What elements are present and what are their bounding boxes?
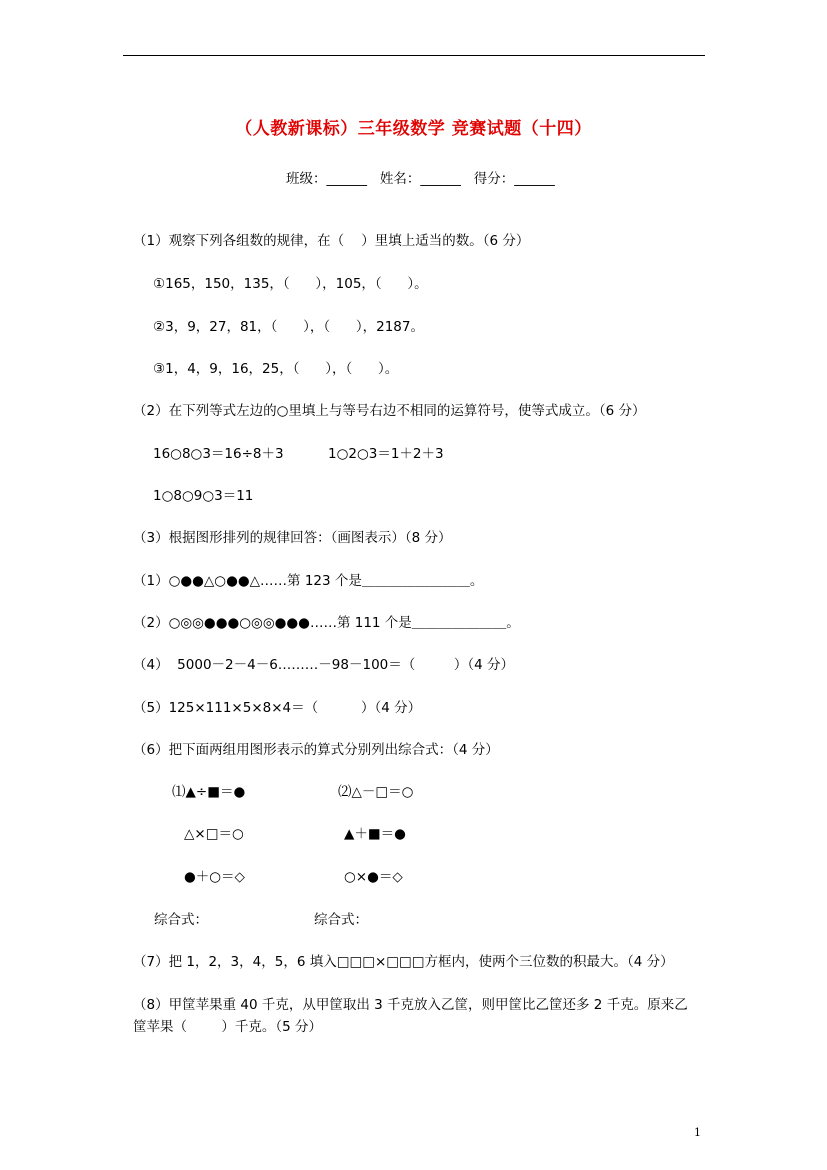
q6-left-eq1: ⑴▲÷■＝●: [172, 784, 246, 800]
q2-eq3: 1○8○9○3＝11: [153, 488, 254, 504]
header-rule: [123, 55, 705, 56]
page-title: （人教新课标）三年级数学 竞赛试题（十四）: [235, 119, 592, 139]
q1-stem: （1）观察下列各组数的规律，在（ ）里填上适当的数。（6 分）: [133, 233, 530, 249]
q6-left-eq2: △×□＝○: [184, 826, 244, 842]
q7-text: （7）把 1，2，3，4，5，6 填入□□□×□□□方框内，使两个三位数的积最大。（4 分）: [133, 954, 674, 970]
q2-eq2: 1○2○3＝1＋2＋3: [328, 446, 444, 462]
q4-text: （4） 5000－2－4－6………－98－100＝（ ）（4 分）: [133, 657, 514, 673]
q8-line1: （8）甲筐苹果重 40 千克，从甲筐取出 3 千克放入乙筐，则甲筐比乙筐还多 2 千克。原来乙: [133, 997, 688, 1013]
q6-right-eq3: ○×●＝◇: [344, 869, 403, 885]
q1-item-c: ③1，4，9，16，25，（ ），（ ）。: [153, 361, 399, 377]
q5-text: （5）125×111×5×8×4＝（ ）（4 分）: [133, 700, 422, 716]
q6-label-right: 综合式：: [314, 912, 368, 928]
q3-item-b: （2）○◎◎●●●○◎◎●●●……第 111 个是＿＿＿＿＿＿＿。: [133, 615, 520, 631]
q1-item-b: ②3，9，27，81，（ ），（ ），2187。: [153, 319, 424, 335]
q2-stem: （2）在下列等式左边的○里填上与等号右边不相同的运算符号，使等式成立。（6 分）: [133, 403, 646, 419]
q6-label-left: 综合式：: [154, 912, 208, 928]
q6-right-eq1: ⑵△－□＝○: [338, 784, 414, 800]
q3-stem: （3）根据图形排列的规律回答：（画图表示）（8 分）: [133, 530, 452, 546]
q1-item-a: ①165，150，135，（ ），105，（ ）。: [153, 276, 428, 292]
page-number: 1: [694, 1126, 701, 1139]
q6-stem: （6）把下面两组用图形表示的算式分别列出综合式：（4 分）: [133, 742, 499, 758]
q6-left-eq3: ●＋○＝◇: [184, 869, 245, 885]
q6-right-eq2: ▲＋■＝●: [344, 826, 406, 842]
q2-eq1: 16○8○3＝16÷8＋3: [153, 446, 284, 462]
student-info-line: 班级：______ 姓名：______ 得分：______: [286, 171, 555, 187]
q8-line2: 筐苹果（ ）千克。（5 分）: [133, 1019, 322, 1035]
q3-item-a: （1）○●●△○●●△……第 123 个是＿＿＿＿＿＿＿＿。: [133, 573, 484, 589]
